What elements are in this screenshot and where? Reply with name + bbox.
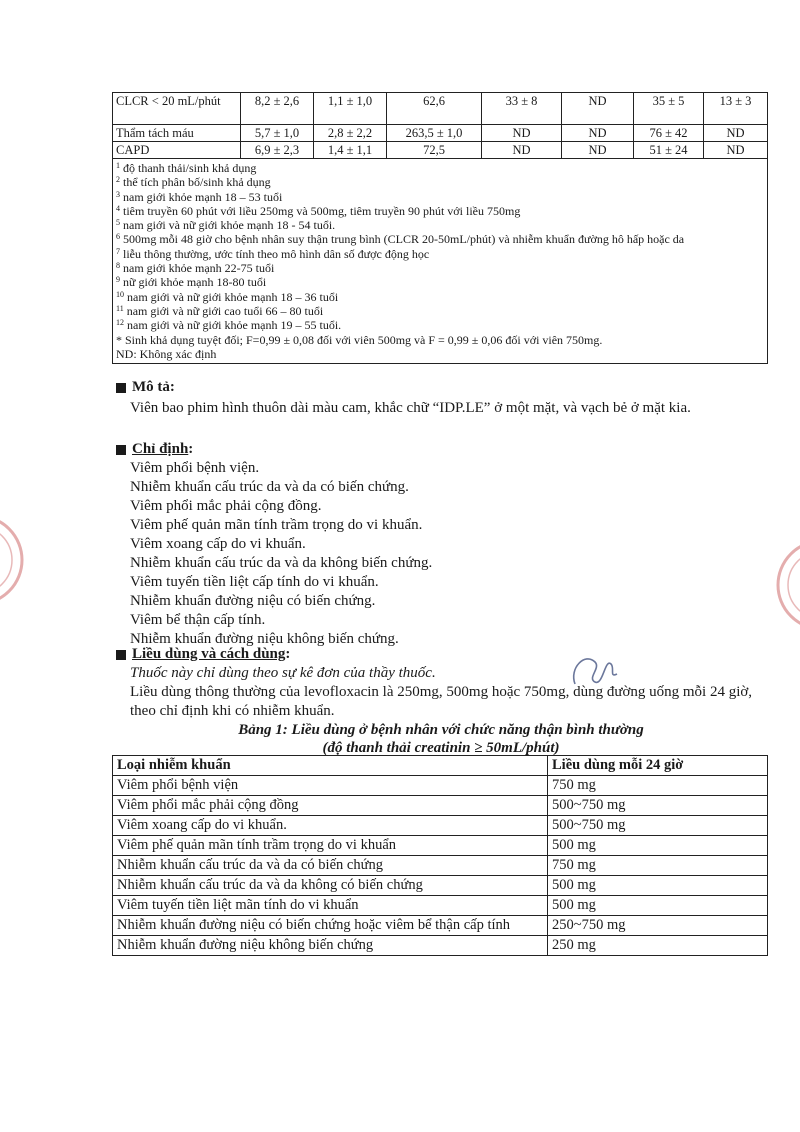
section-heading: Mô tả: — [116, 378, 756, 397]
footnote: $^1$ độ thanh thải/sinh khả dụng — [116, 161, 257, 175]
dosage-table — [112, 755, 768, 956]
list-item: Viêm phổi mắc phải cộng đồng. — [130, 498, 322, 514]
table-cell: 500 mg — [548, 836, 768, 856]
table-row — [113, 836, 768, 856]
description-section — [116, 378, 756, 418]
table-caption: Bảng 1: Liều dùng ở bệnh nhân với chức năng thận bình thường (độ thanh thải creatinin ≥ 50mL/phút) — [238, 722, 644, 756]
stamp-left-icon — [0, 515, 26, 605]
table-cell: 1,4 ± 1,1 — [314, 142, 387, 159]
table-cell: Nhiễm khuẩn cấu trúc da và da có biến chứng — [113, 856, 548, 876]
table-cell: 250 mg — [548, 936, 768, 956]
section-heading: Chỉ định : — [116, 440, 756, 459]
pk-table — [112, 92, 768, 364]
footnote: $^4$ tiêm truyền 60 phút với liều 250mg và 500mg, tiêm truyền 90 phút với liều 750mg — [116, 203, 521, 218]
dosage-text: Liều dùng thông thường của levofloxacin là 250mg, 500mg hoặc 750mg, dùng đường uống mỗi 24 giờ, theo chỉ định khi có nhiễm khuẩn. — [130, 684, 753, 719]
row-label: CLCR < 20 mL/phút — [113, 93, 241, 125]
column-header: Liều dùng mỗi 24 giờ — [548, 756, 768, 776]
table-cell: 33 ± 8 — [482, 93, 562, 125]
description-text: Viên bao phim hình thuôn dài màu cam, khắc chữ “IDP.LE” ở một mặt, và vạch bẻ ở mặt kia. — [130, 400, 691, 416]
table-header-row — [113, 756, 768, 776]
table-cell: ND — [562, 93, 634, 125]
table-cell: 6,9 ± 2,3 — [241, 142, 314, 159]
table-cell: 750 mg — [548, 776, 768, 796]
indications-section — [116, 440, 756, 649]
column-header: Loại nhiễm khuẩn — [113, 756, 548, 776]
list-item: Viêm bể thận cấp tính. — [130, 612, 266, 628]
table-cell: 250~750 mg — [548, 916, 768, 936]
table-cell: Viêm phổi mắc phải cộng đồng — [113, 796, 548, 816]
table-cell: ND — [482, 142, 562, 159]
table-cell: 750 mg — [548, 856, 768, 876]
table-cell: ND — [704, 125, 768, 142]
footnote: $^9$ nữ giới khỏe mạnh 18-80 tuổi — [116, 275, 267, 290]
list-item: Nhiễm khuẩn cấu trúc da và da có biến chứng. — [130, 479, 409, 495]
list-item: Viêm phổi bệnh viện. — [130, 460, 260, 476]
table-cell: 500~750 mg — [548, 796, 768, 816]
table-cell: ND — [704, 142, 768, 159]
signature-icon — [565, 648, 625, 694]
table-cell: 2,8 ± 2,2 — [314, 125, 387, 142]
table-cell: 1,1 ± 1,0 — [314, 93, 387, 125]
footnote: ND: Không xác định — [116, 346, 217, 361]
table-row — [113, 856, 768, 876]
table-cell: 500~750 mg — [548, 816, 768, 836]
footnote: $^{12}$ nam giới và nữ giới khỏe mạnh 19 – 55 tuổi. — [116, 318, 342, 333]
table-cell: Nhiễm khuẩn đường niệu có biến chứng hoặc viêm bể thận cấp tính — [113, 916, 548, 936]
table-cell: Nhiễm khuẩn đường niệu không biến chứng — [113, 936, 548, 956]
table-row — [113, 776, 768, 796]
row-label: Thẩm tách máu — [113, 125, 241, 142]
table-cell: ND — [562, 125, 634, 142]
footnote: * Sinh khả dụng tuyệt đối; F=0,99 ± 0,08 đối với viên 500mg và F = 0,99 ± 0,06 đối với viên 750mg. — [116, 332, 603, 347]
table-row — [113, 142, 768, 159]
row-label: CAPD — [113, 142, 241, 159]
table-cell: Viêm xoang cấp do vi khuẩn. — [113, 816, 548, 836]
footnote: $^{11}$ nam giới và nữ giới cao tuổi 66 – 80 tuổi — [116, 303, 324, 318]
table-row — [113, 125, 768, 142]
table-cell: 51 ± 24 — [634, 142, 704, 159]
table-cell: 5,7 ± 1,0 — [241, 125, 314, 142]
table-cell: 500 mg — [548, 896, 768, 916]
prescription-note: Thuốc này chỉ dùng theo sự kê đơn của thầy thuốc. — [130, 665, 436, 681]
list-item: Viêm phế quản mãn tính trầm trọng do vi khuẩn. — [130, 517, 423, 533]
table-cell: 35 ± 5 — [634, 93, 704, 125]
table-cell: Viêm phế quản mãn tính trầm trọng do vi khuẩn — [113, 836, 548, 856]
square-bullet-icon — [116, 383, 126, 393]
footnote: $^{10}$ nam giới và nữ giới khỏe mạnh 18 – 36 tuổi — [116, 289, 339, 304]
footnote: $^7$ liễu thông thường, ước tính theo mô hình dân số được động học — [116, 246, 430, 261]
list-item: Viêm xoang cấp do vi khuẩn. — [130, 536, 306, 552]
table-cell: 62,6 — [387, 93, 482, 125]
square-bullet-icon — [116, 650, 126, 660]
table-row — [113, 796, 768, 816]
table-cell: ND — [562, 142, 634, 159]
footnote: $^2$ thể tích phân bố/sinh khả dụng — [116, 175, 271, 190]
table-cell: 263,5 ± 1,0 — [387, 125, 482, 142]
footnote: $^8$ nam giới khỏe mạnh 22-75 tuổi — [116, 261, 275, 276]
table-cell: 500 mg — [548, 876, 768, 896]
table-notes-row — [113, 159, 768, 364]
footnote: $^5$ nam giới và nữ giới khỏe mạnh 18 - 54 tuổi. — [116, 218, 336, 233]
table-footnotes — [113, 159, 768, 364]
table-row — [113, 936, 768, 956]
table-cell: Viêm phổi bệnh viện — [113, 776, 548, 796]
list-item: Viêm tuyến tiền liệt cấp tính do vi khuẩn. — [130, 574, 379, 590]
table-row — [113, 916, 768, 936]
table-cell: 13 ± 3 — [704, 93, 768, 125]
table-row — [113, 876, 768, 896]
table-cell: 8,2 ± 2,6 — [241, 93, 314, 125]
table-cell: 76 ± 42 — [634, 125, 704, 142]
table-cell: ND — [482, 125, 562, 142]
square-bullet-icon — [116, 445, 126, 455]
table-row — [113, 896, 768, 916]
list-item: Nhiễm khuẩn đường niệu không biến chứng. — [130, 631, 399, 647]
stamp-right-icon — [772, 540, 800, 630]
section-heading: Liều dùng và cách dùng : — [116, 645, 756, 664]
table-row — [113, 93, 768, 125]
list-item: Nhiễm khuẩn đường niệu có biến chứng. — [130, 593, 376, 609]
dosage-section — [116, 645, 756, 721]
footnote: $^3$ nam giới khỏe mạnh 18 – 53 tuổi — [116, 189, 283, 204]
footnote: $^6$ 500mg mỗi 48 giờ cho bệnh nhân suy thận trung bình (CLCR 20-50mL/phút) và nhiễm khuẩn đường hô hấp hoặc da — [116, 232, 685, 247]
table-cell: Nhiễm khuẩn cấu trúc da và da không có biến chứng — [113, 876, 548, 896]
table-cell: 72,5 — [387, 142, 482, 159]
list-item: Nhiễm khuẩn cấu trúc da và da không biến chứng. — [130, 555, 433, 571]
table-row — [113, 816, 768, 836]
table-cell: Viêm tuyến tiền liệt mãn tính do vi khuẩn — [113, 896, 548, 916]
